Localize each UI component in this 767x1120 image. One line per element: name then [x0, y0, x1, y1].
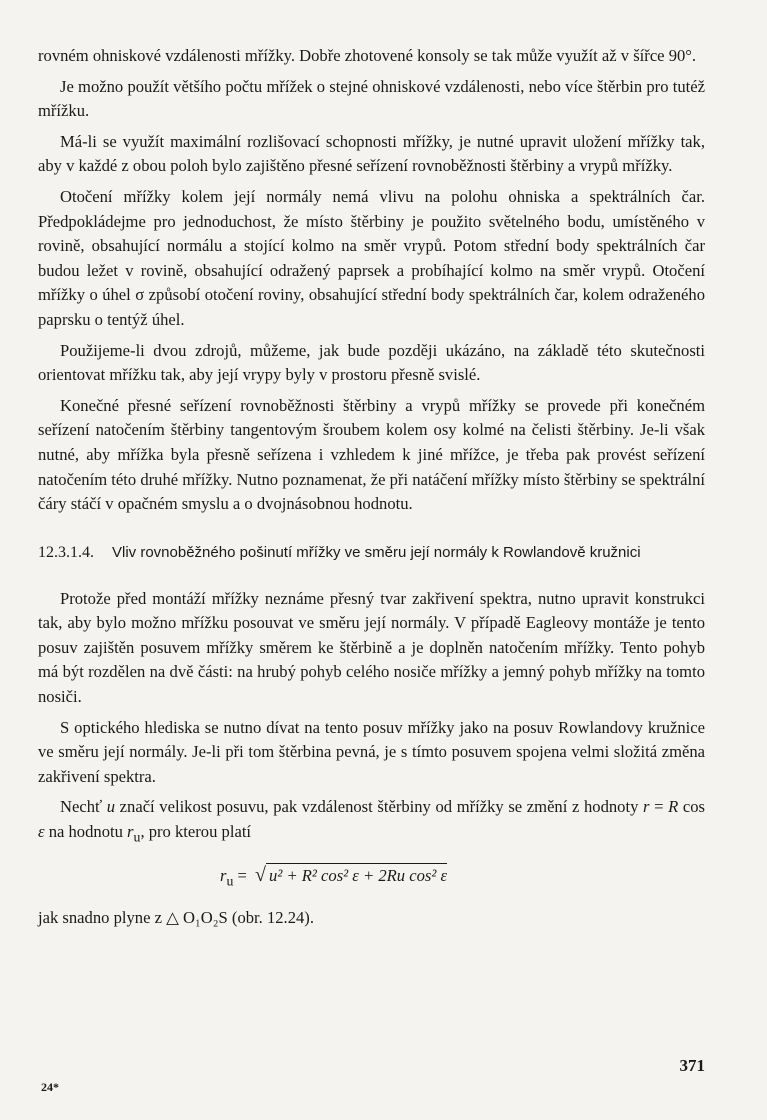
text: = [649, 797, 669, 817]
paragraph: Otočení mřížky kolem její normály nemá vlivu na polohu ohniska a spektrálních čar. Předpokládejme pro jednoduchost, že místo štěrbiny je použito světelného bodu, umístěného v rovině, obsahující normálu a stojící kolmo na směr vrypů. Potom střední body spektrálních čar budou ležet v rovině, obsahující odražený paprsek a probíhající kolmo na směr vrypů. Otočení mřížky o úhel σ způsobí otočení roviny, obsahující střední body spektrálních čar, kolem odraženého paprsku o tentýž úhel. [38, 186, 705, 329]
equation-radicand: u² + R² cos² ε + 2Ru cos² ε [266, 863, 447, 888]
equals-sign: = [233, 865, 252, 885]
paragraph: Protože před montáží mřížky neznáme přesný tvar zakřivení spektra, nutno upravit konstrukci tak, aby bylo možno mřížku posouvat ve směru její normály. V případě Eagleovy montáže je tento posuv zajištěn posuvem mřížky směrem ke štěrbině a je doplněn natočením mřížky. Tento pohyb má být rozdělen na dvě části: na hrubý pohyb celého nosiče mřížky a jemný pohyb mřížky na tomto nosiči. [38, 588, 705, 707]
page-number: 371 [679, 1056, 705, 1075]
equation-lhs-subscript: u [226, 873, 234, 889]
text: Nechť [60, 797, 107, 817]
text: značí velikost posuvu, pak vzdálenost štěrbiny od mřížky se změní z hodnoty [115, 797, 643, 817]
equation [38, 860, 705, 896]
section-title: Vliv rovnoběžného pošinutí mřížky ve směru její normály k Rowlandově kružnici [112, 543, 641, 561]
paragraph: Je možno použít většího počtu mřížek o stejné ohniskové vzdálenosti, nebo více štěrbin pro tutéž mřížku. [38, 76, 705, 121]
variable-u: u [106, 797, 116, 817]
paragraph: Má-li se využít maximální rozlišovací schopnosti mřížky, je nutné upravit uložení mřížky tak, aby v každé z obou poloh bylo zajištěno přesné seřízení rovnoběžnosti štěrbiny a vrypů mřížky. [38, 131, 705, 176]
variable-r: r [643, 797, 650, 817]
variable-r-u: r [127, 822, 134, 842]
paragraph: Použijeme-li dvou zdrojů, můžeme, jak bude později ukázáno, na základě této skutečnosti orientovat mřížku tak, aby její vrypy byly v prostoru přesně svislé. [38, 340, 705, 385]
equation-lhs: r [220, 865, 227, 885]
variable-epsilon: ε [38, 822, 45, 842]
paragraph-after-formula: jak snadno plyne z △ O₁O₂S (obr. 12.24). [38, 908, 314, 928]
subscript-u: u [133, 829, 141, 845]
paragraph: S optického hlediska se nutno dívat na tento posuv mřížky jako na posuv Rowlandovy kružnice ve směru její normály. Je-li při tom štěrbina pevná, je s tímto posuvem spojena velmi složitá změna zakřivení spektra. [38, 717, 705, 786]
printer-signature: 24* [41, 1080, 59, 1094]
text: na hodnotu [44, 822, 128, 842]
paragraph-continuation: rovném ohniskové vzdálenosti mřížky. Dobře zhotovené konsoly se tak může využít až v šířce 90°. [38, 46, 697, 65]
variable-R: R [668, 797, 679, 817]
paragraph: Konečné přesné seřízení rovnoběžnosti štěrbiny a vrypů mřížky se provede při konečném seřízení natočením štěrbiny tangentovým šroubem kolem osy kolmé na čelisti štěrbiny. Je-li však nutné, aby mřížka byla přesně seřízena i vzhledem k jiné mřížce, je třeba pak provést seřízení natočením této druhé mřížky. Nutno poznamenat, že při natáčení mřížky místo štěrbiny se spektrální čáry stáčí v opačném smyslu a o dvojnásobnou hodnotu. [38, 395, 705, 514]
section-heading [38, 543, 705, 563]
section-number: 12.3.1.4. [38, 543, 94, 561]
text: , pro kterou platí [140, 822, 252, 842]
formula-intro-paragraph [38, 795, 705, 850]
text: cos [678, 797, 705, 817]
square-root-sign: √ [255, 863, 267, 886]
